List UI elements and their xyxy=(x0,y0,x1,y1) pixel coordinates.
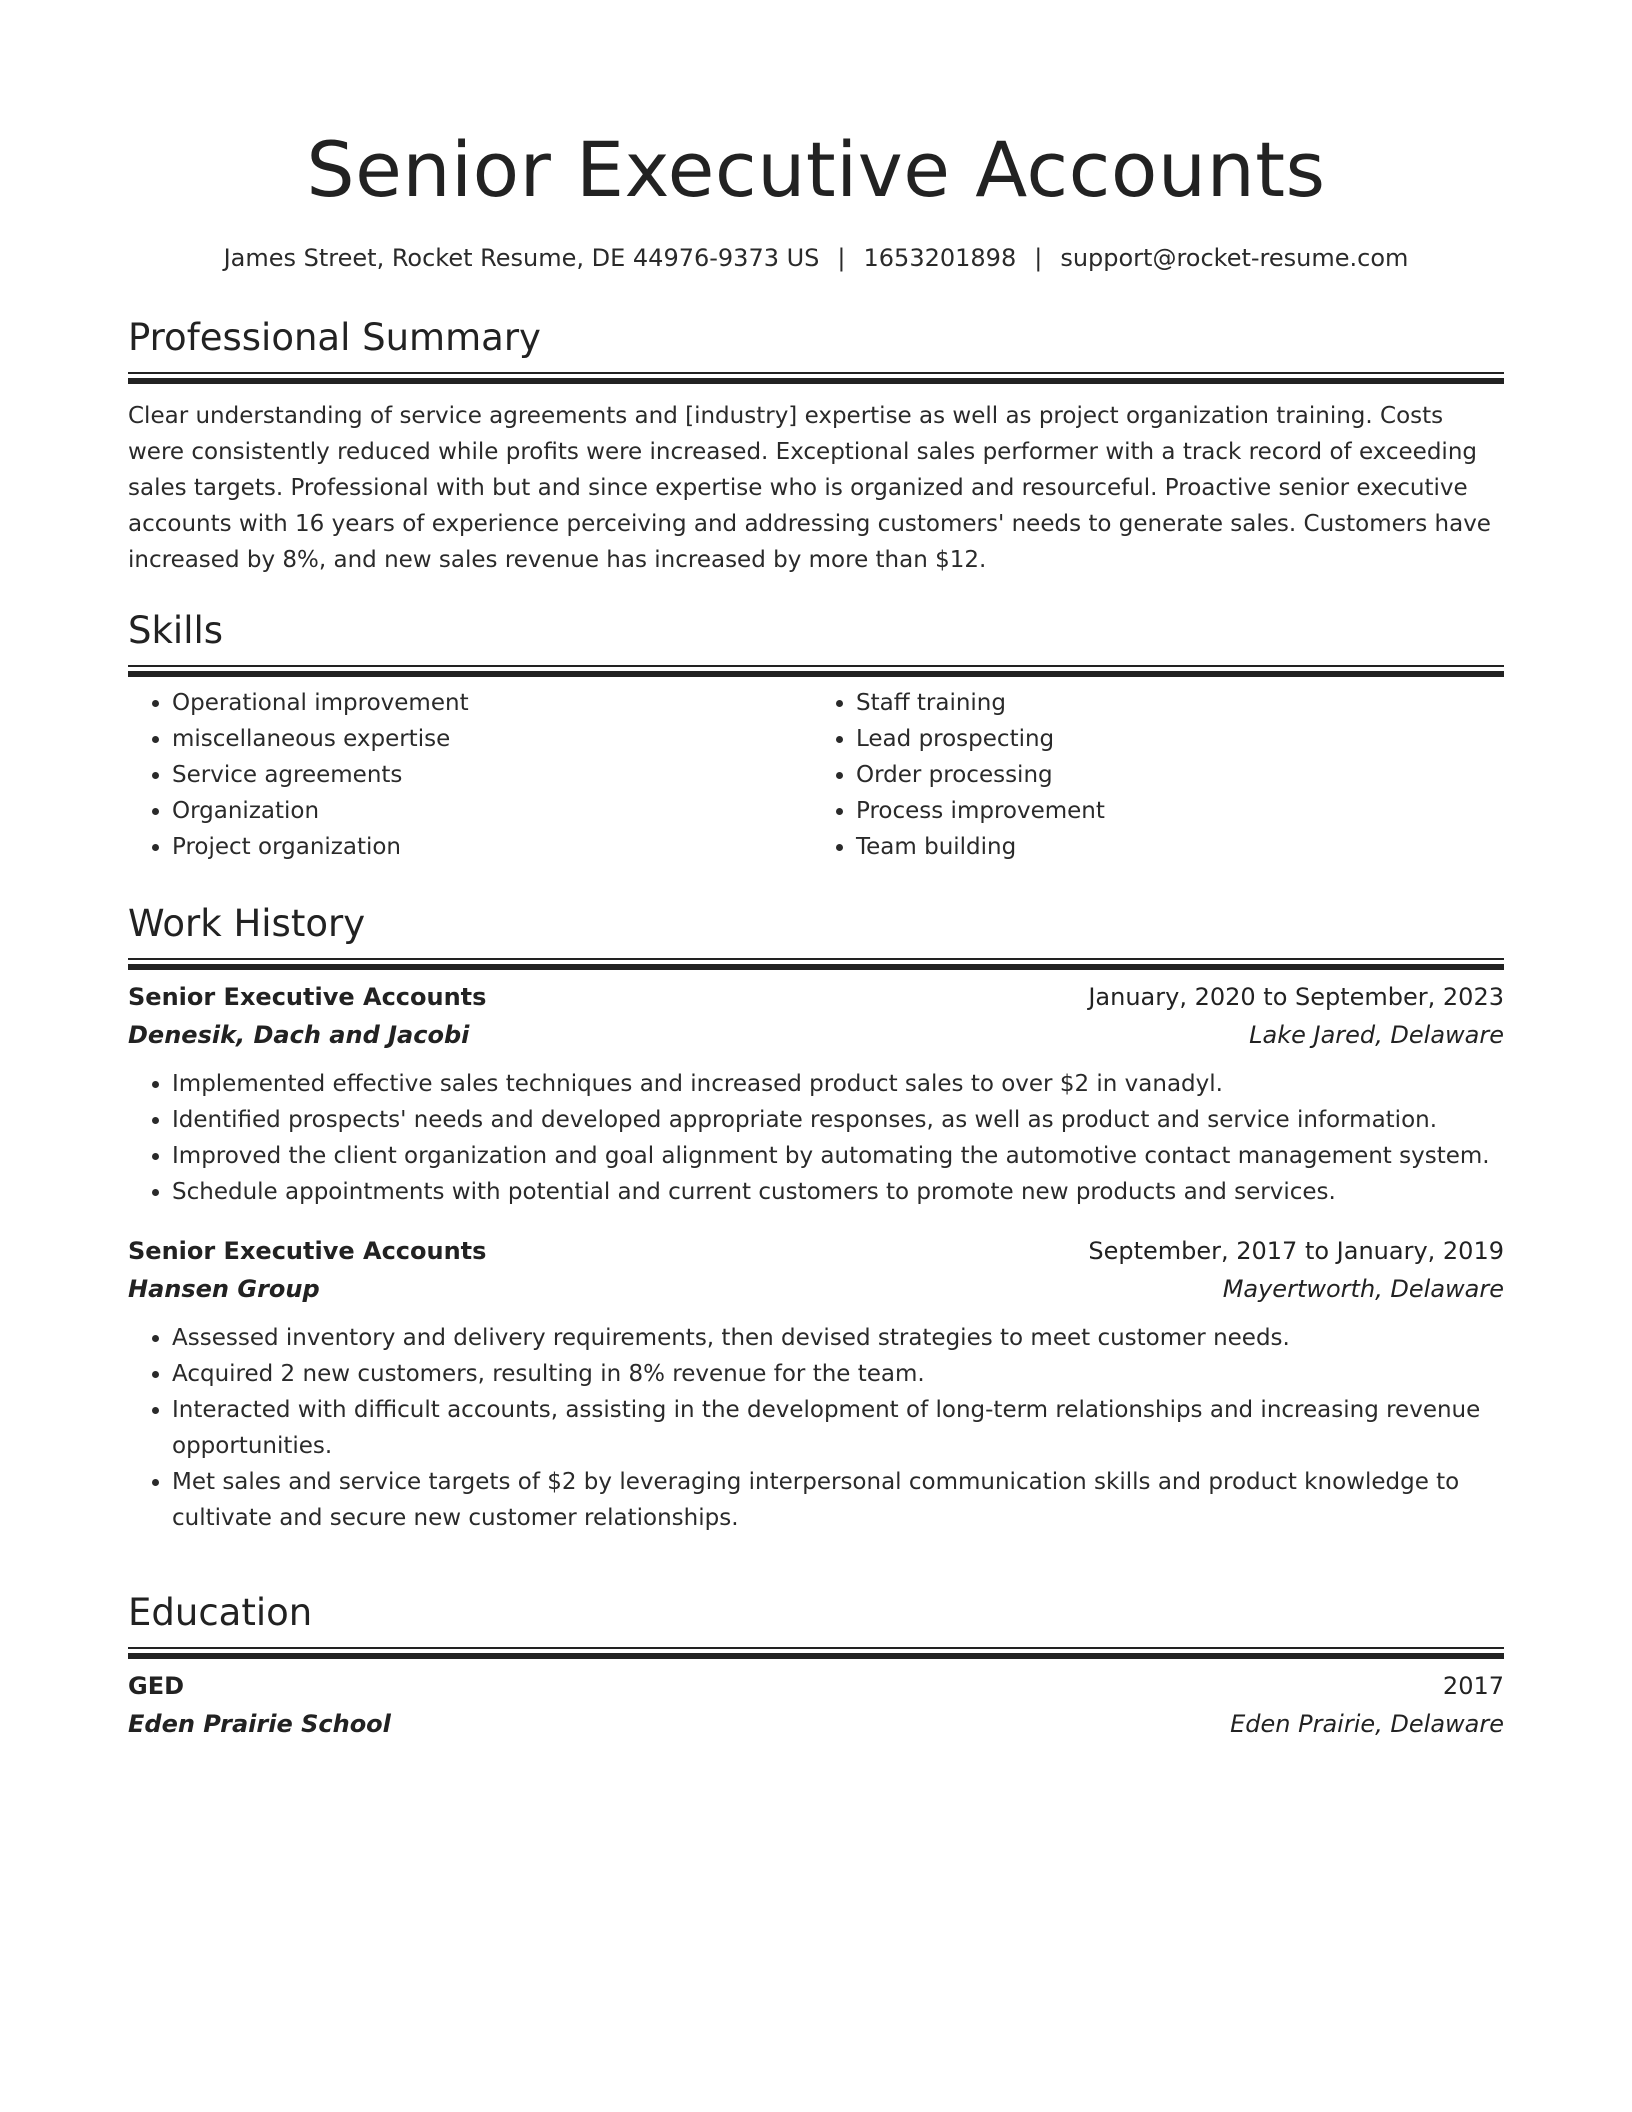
section-divider xyxy=(128,372,1504,378)
skills-column-left xyxy=(128,685,806,865)
job-bullet: • Identified prospects' needs and developed appropriate responses, as well as product and service information. xyxy=(172,1102,1504,1138)
summary-text: Clear understanding of service agreements and [industry] expertise as well as project organization training. Costs were consistently reduced while profits were increased. Exceptional sales performer with a track record of exceeding sales targets. Professional with but and since expertise who is organized and resourceful. Proactive senior executive accounts with 16 years of experience perceiving and addressing customers' needs to generate sales. Customers have increased by 8%, and new sales revenue has increased by more than $12. xyxy=(128,403,1491,573)
contact-line xyxy=(128,242,1504,274)
job-location: Lake Jared, Delaware xyxy=(1249,1021,1504,1049)
skills-list xyxy=(128,685,1504,865)
job-bullet: • Schedule appointments with potential and current customers to promote new products and services. xyxy=(172,1174,1504,1210)
contact-phone: 1653201898 xyxy=(863,244,1017,272)
job-location: Mayertworth, Delaware xyxy=(1222,1275,1504,1303)
job-company: Hansen Group xyxy=(128,1275,320,1303)
job-bullets xyxy=(128,1320,1504,1536)
job-company: Denesik, Dach and Jacobi xyxy=(128,1021,470,1049)
job-header-row xyxy=(128,1232,1504,1270)
job-title: Senior Executive Accounts xyxy=(128,1237,487,1265)
contact-email: support@rocket-resume.com xyxy=(1060,244,1409,272)
section-heading-summary: Professional Summary xyxy=(128,316,541,359)
job-dates: September, 2017 to January, 2019 xyxy=(1088,1237,1504,1265)
education-subheader-row xyxy=(128,1705,1504,1743)
job-bullets xyxy=(128,1066,1504,1210)
job-bullet: • Met sales and service targets of $2 by leveraging interpersonal communication skills and product knowledge to cultivate and secure new customer relationships. xyxy=(172,1464,1504,1536)
job-bullet: • Acquired 2 new customers, resulting in 8% revenue for the team. xyxy=(172,1356,1504,1392)
skill-item: • Lead prospecting xyxy=(856,721,1484,757)
education-degree: GED xyxy=(128,1672,185,1700)
education-entry xyxy=(128,1667,1504,1743)
education-section xyxy=(128,1589,1504,1743)
job-header-row xyxy=(128,978,1504,1016)
skill-item: • Operational improvement xyxy=(172,685,806,721)
job-entry xyxy=(128,1232,1504,1536)
education-location: Eden Prairie, Delaware xyxy=(1230,1710,1504,1738)
job-entry xyxy=(128,978,1504,1210)
job-subheader-row xyxy=(128,1270,1504,1308)
contact-address: James Street, Rocket Resume, DE 44976-9373 US xyxy=(223,244,820,272)
section-divider xyxy=(128,1647,1504,1653)
job-bullet: • Improved the client organization and goal alignment by automating the automotive contact management system. xyxy=(172,1138,1504,1174)
section-heading-education: Education xyxy=(128,1591,313,1634)
skill-item: • miscellaneous expertise xyxy=(172,721,806,757)
skill-item: • Process improvement xyxy=(856,793,1484,829)
skill-item: • Organization xyxy=(172,793,806,829)
education-school: Eden Prairie School xyxy=(128,1710,391,1738)
education-year: 2017 xyxy=(1442,1672,1504,1700)
skill-item: • Order processing xyxy=(856,757,1484,793)
job-bullet: • Assessed inventory and delivery requirements, then devised strategies to meet customer needs. xyxy=(172,1320,1504,1356)
job-bullet: • Implemented effective sales techniques and increased product sales to over $2 in vanadyl. xyxy=(172,1066,1504,1102)
job-bullet: • Interacted with difficult accounts, assisting in the development of long-term relationships and increasing revenue opportunities. xyxy=(172,1392,1504,1464)
skill-item: • Staff training xyxy=(856,685,1484,721)
candidate-name: Senior Executive Accounts xyxy=(306,125,1326,214)
skills-section xyxy=(128,607,1504,865)
education-header-row xyxy=(128,1667,1504,1705)
section-divider xyxy=(128,665,1504,671)
job-title: Senior Executive Accounts xyxy=(128,983,487,1011)
skills-column-right xyxy=(806,685,1484,865)
skill-item: • Project organization xyxy=(172,829,806,865)
section-divider xyxy=(128,958,1504,964)
resume-page xyxy=(128,0,1504,1738)
section-heading-skills: Skills xyxy=(128,609,224,652)
section-heading-work: Work History xyxy=(128,902,366,945)
contact-separator: | xyxy=(1034,244,1043,272)
skill-item: • Team building xyxy=(856,829,1484,865)
skill-item: • Service agreements xyxy=(172,757,806,793)
contact-separator: | xyxy=(837,244,846,272)
professional-summary-section xyxy=(128,314,1504,578)
job-dates: January, 2020 to September, 2023 xyxy=(1088,983,1504,1011)
work-history-section xyxy=(128,900,1504,1536)
job-subheader-row xyxy=(128,1016,1504,1054)
